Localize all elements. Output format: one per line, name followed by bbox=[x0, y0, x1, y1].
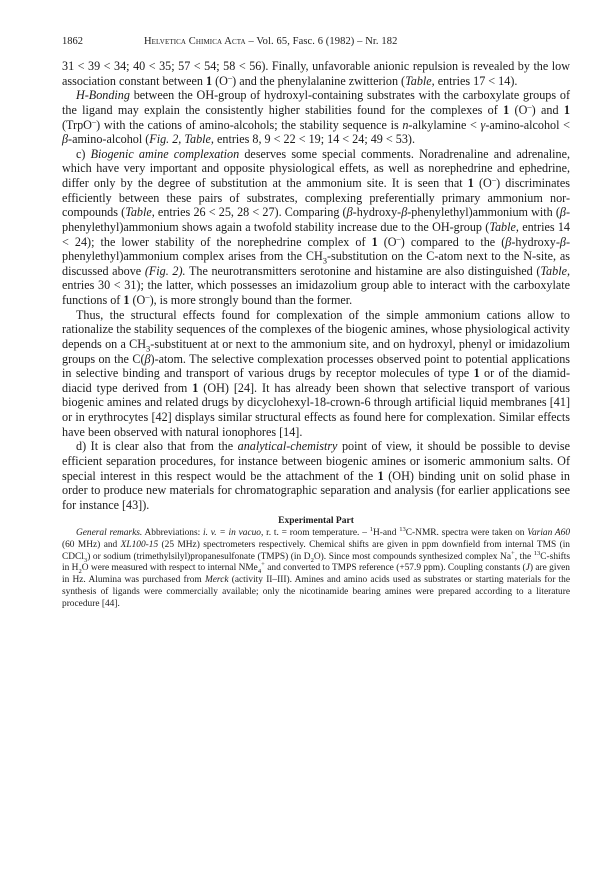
paragraph-2: H-Bonding between the OH-group of hydroxyl-containing substrates with the carboxylate groups of the ligand may explain the consistently higher stabilities found for the complexes of 1 (O–) and 1 (TrpO–) with the cations of amino-alcohols; the stability sequence is n-alkylamine < γ-amino-alcohol < β-amino-alcohol (Fig. 2, Table, entries 8, 9 < 22 < 19; 14 < 24; 49 < 53). bbox=[62, 88, 570, 147]
journal-name: Helvetica Chimica Acta bbox=[144, 36, 246, 47]
article-number: Nr. 182 bbox=[365, 36, 398, 47]
paragraph-4: Thus, the structural effects found for complexation of the simple ammonium cations allow to rationalize the stability sequences of the complexes of the biogenic amines, whose physiological activity depends on a $CH_3$-substituent at or next to the ammonium site, and on hydroxyl, phenyl or imidazolium groups on the C(β)-atom. The selective complexation processes observed point to potential applications in selective binding and transport of various drugs by receptor molecules of type 1 or of the diamid-diacid type derived from 1 (OH) [24]. It has already been shown that selective transport of various biogenic amines and related drugs by dicyclohexyl-18-crown-6 through artificial liquid membranes [41] or in erythrocytes [42] displays similar structural effects as found here for complexation. Similar effects have been observed with natural ionophores [14]. bbox=[62, 307, 570, 439]
main-text bbox=[62, 59, 570, 512]
running-header bbox=[62, 36, 570, 52]
paragraph-5: d) It is clear also that from the analytical-chemistry point of view, it should be possible to devise efficient separation procedures, for instance between biogenic amines or isomeric ammonium salts. Of special interest in this respect would be the attachment of the 1 (OH) binding unit on solid phase in order to produce new materials for chromatographic separation and analysis (for earlier applications see for instance [43]). bbox=[62, 439, 570, 512]
paragraph-3: c) Biogenic amine complexation deserves some special comments. Noradrenaline and adrenaline, which have very important and opposite physiological effets, as well as norephedrine and ephedrine, differ only by the degree of substitution at the ammonium site. It is seen that 1 (O–) discriminates efficiently between these pairs of substrates, complexing preferentially primary ammonium nor-compounds (Table, entries 26 < 25, 28 < 27). Comparing (β-hydroxy-β-phenylethyl)ammonium with (β-phenylethyl)ammonium shows again a twofold stability increase due to the OH-group (Table, entries 14 < 24); the lower stability of the norephedrine complex of 1 (O–) compared to the (β-hydroxy-β-phenylethyl)ammonium complex arises from the $CH_3$-substitution on the C-atom next to the N-site, as discussed above (Fig. 2). The neurotransmitters serotonine and histamine are also distinguished (Table, entries 30 < 31); the latter, which possesses an imidazolium group able to interact with the carboxylate functions of 1 (O–), is more strongly bound than the former. bbox=[62, 146, 571, 307]
page-number: 1862 bbox=[62, 36, 83, 47]
running-title: Helvetica Chimica Acta – Vol. 65, Fasc. 6 (1982) – Nr. 182 bbox=[144, 36, 398, 47]
paragraph-1: 31 < 39 < 34; 40 < 35; 57 < 54; 58 < 56). Finally, unfavorable anionic repulsion is revealed by the low association constant between 1 (O–) and the phenylalanine zwitterion (Table, entries 17 < 14). bbox=[62, 59, 570, 88]
section-heading: Experimental Part bbox=[278, 516, 354, 527]
experimental-paragraph: General remarks. Abbreviations: i. v. = in vacuo, r. t. = room temperature. – $^1$H-and $^{13}$C-NMR. spectra were taken on Varian A60 (60 MHz) and XL100-15 (25 MHz) spectrometers respectively. Chemical shifts are given in ppm downfield from internal TMS (in CDCl$_3$) or sodium (trimethylsilyl)propanesulfonate (TMPS) (in $D_2O$). Since most compounds synthesized complex Na+, the $^{13}$C-shifts in $H_2O$ were measured with respect to internal NMe$_4$+ and converted to TMPS reference (+57.9 ppm). Coupling constants (J) are given in Hz. Alumina was purchased from Merck (activity II–III). Amines and amino acids used as substrates or starting materials for the synthesis of ligands were commercially available; only the nicotinamide bearing amines were prepared according to a literature procedure [44]. bbox=[62, 526, 571, 609]
page bbox=[62, 36, 570, 610]
journal-volume: Vol. 65, Fasc. 6 (1982) bbox=[256, 36, 355, 47]
